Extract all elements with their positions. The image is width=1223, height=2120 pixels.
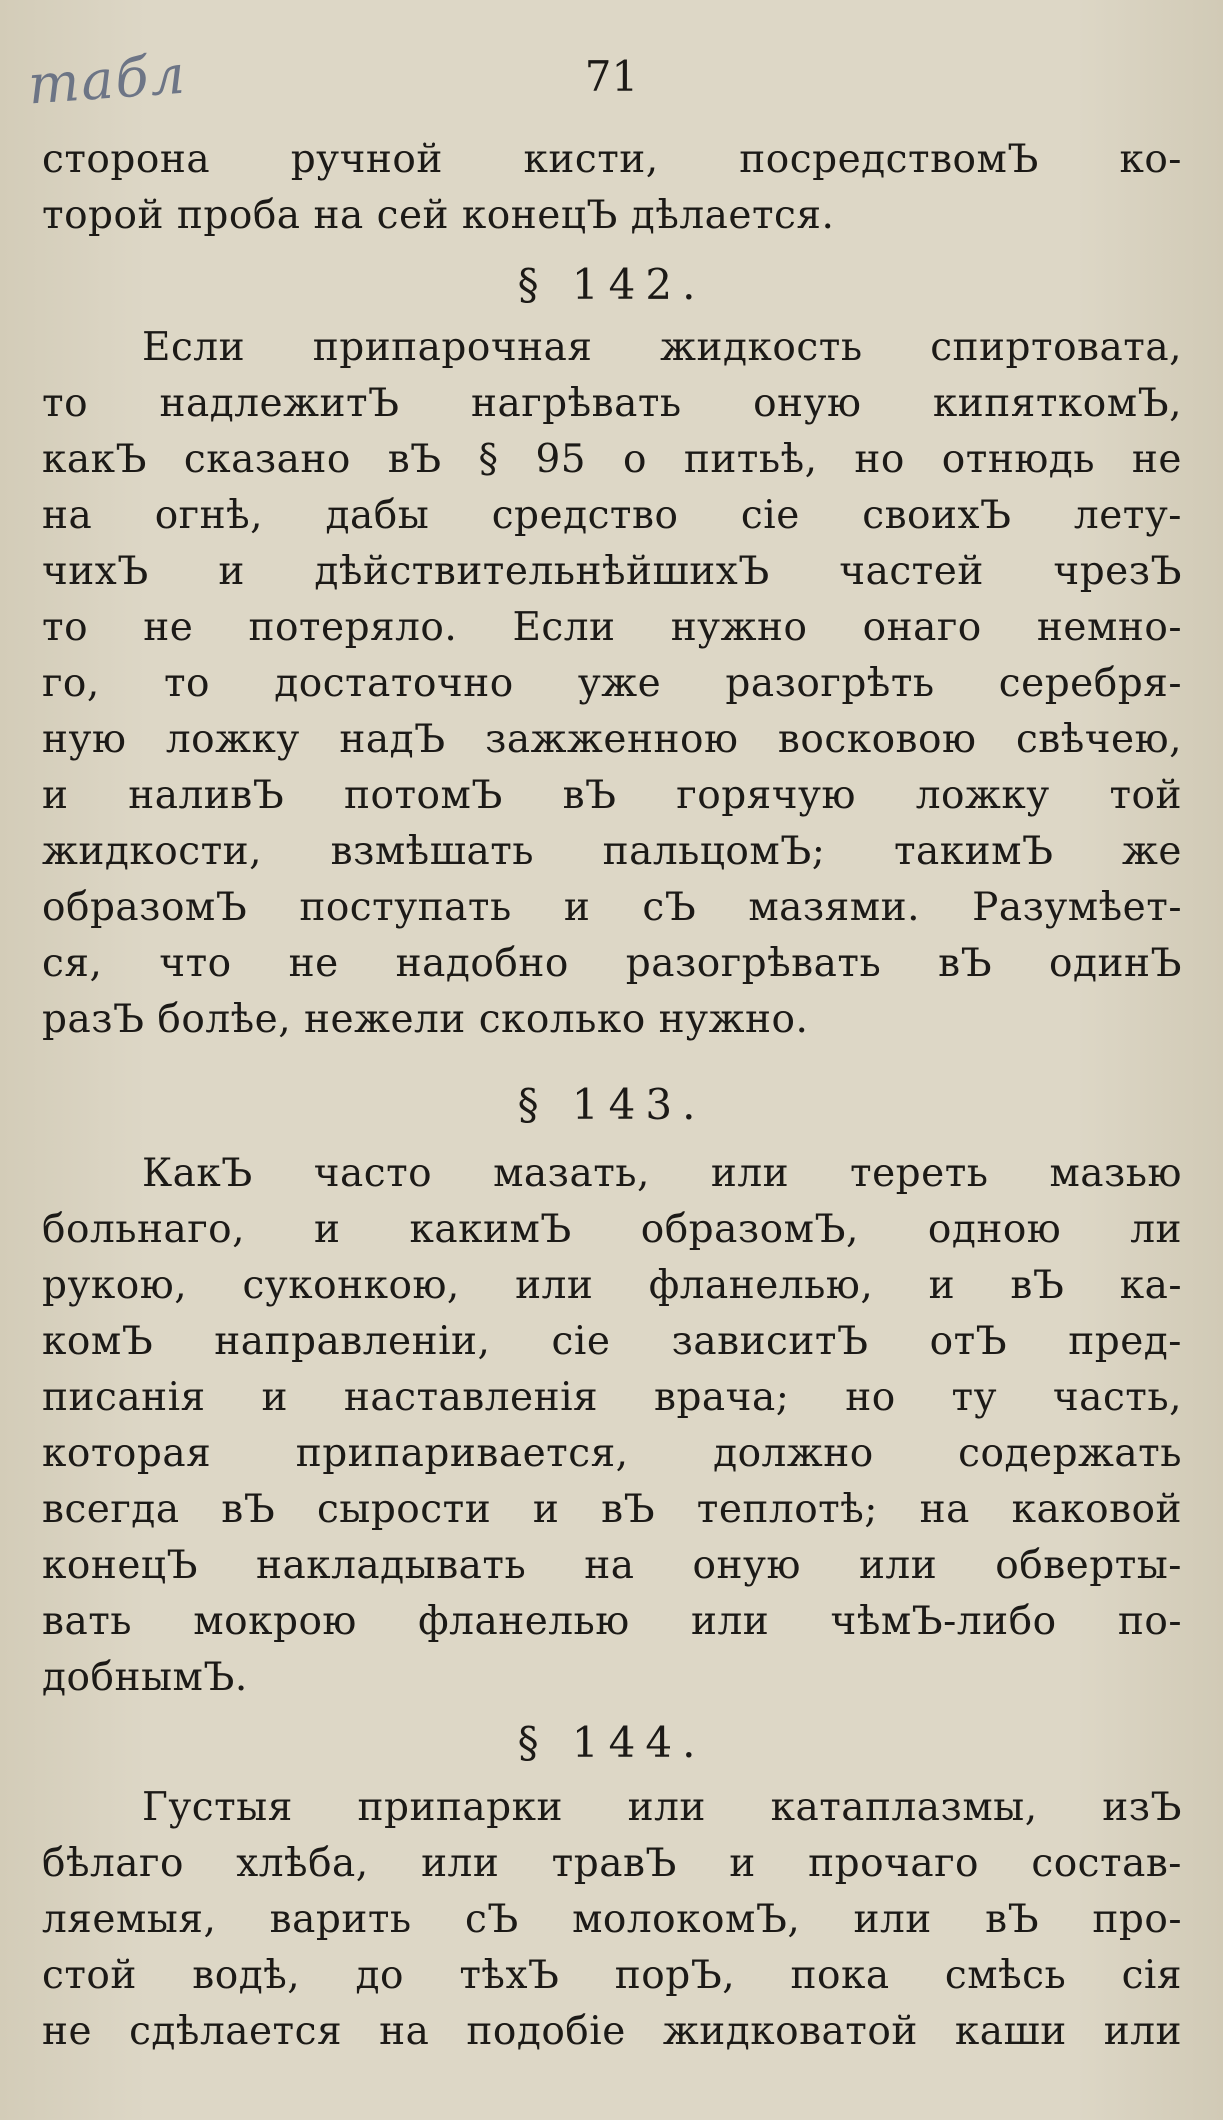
text-line: всегда вЪ сырости и вЪ теплотѣ; на каковой	[42, 1487, 1182, 1532]
text-line: чихЪ и дѣйствительнѣйшихЪ частей чрезЪ	[42, 549, 1182, 594]
text-line: конецЪ накладывать на оную или обверты-	[42, 1543, 1182, 1588]
text-line: образомЪ поступать и сЪ мазями. Разумѣет-	[42, 885, 1182, 930]
section-142-paragraph	[42, 320, 1182, 1048]
section-143-paragraph	[42, 1146, 1182, 1706]
page-number: 71	[584, 52, 639, 101]
text-line: ся, что не надобно разогрѣвать вЪ одинЪ	[42, 941, 1182, 986]
section-144-paragraph	[42, 1780, 1182, 2060]
text-line: разЪ болѣе, нежели сколько нужно.	[42, 997, 809, 1042]
text-line: торой проба на сей конецЪ дѣлается.	[42, 193, 835, 238]
text-line: которая припаривается, должно содержать	[42, 1431, 1182, 1476]
text-line: на огнѣ, дабы средство сіе своихЪ лету-	[42, 493, 1182, 538]
text-line: сторона ручной кисти, посредствомЪ ко-	[42, 137, 1182, 182]
text-line: ляемыя, варить сЪ молокомЪ, или вЪ про-	[42, 1897, 1182, 1942]
text-line: добнымЪ.	[42, 1655, 248, 1700]
text-line: жидкости, взмѣшать пальцомЪ; такимЪ же	[42, 829, 1182, 874]
continuation-paragraph	[42, 132, 1182, 244]
handwritten-annotation: табл	[25, 42, 189, 117]
text-line: то не потеряло. Если нужно онаго немно-	[42, 605, 1182, 650]
text-line: Густыя припарки или катаплазмы, изЪ	[142, 1785, 1182, 1830]
section-heading-144: § 144.	[517, 1718, 706, 1767]
text-line: писанія и наставленія врача; но ту часть,	[42, 1375, 1182, 1420]
text-line: вать мокрою фланелью или чѣмЪ-либо по-	[42, 1599, 1182, 1644]
text-line: не сдѣлается на подобіе жидковатой каши или	[42, 2009, 1182, 2054]
text-line: и наливЪ потомЪ вЪ горячую ложку той	[42, 773, 1182, 818]
section-heading-142: § 142.	[517, 260, 706, 309]
text-line: го, то достаточно уже разогрѣть серебря-	[42, 661, 1182, 706]
text-line: рукою, суконкою, или фланелью, и вЪ ка-	[42, 1263, 1182, 1308]
text-line: комЪ направленіи, сіе зависитЪ отЪ пред-	[42, 1319, 1182, 1364]
text-line: какЪ сказано вЪ § 95 о питьѣ, но отнюдь не	[42, 437, 1182, 482]
text-line: КакЪ часто мазать, или тереть мазью	[142, 1151, 1182, 1196]
text-line: ную ложку надЪ зажженною восковою свѣчею,	[42, 717, 1182, 762]
text-line: стой водѣ, до тѣхЪ порЪ, пока смѣсь сія	[42, 1953, 1182, 1998]
text-line: Если припарочная жидкость спиртовата,	[142, 325, 1182, 370]
section-heading-143: § 143.	[517, 1080, 706, 1129]
text-line: больнаго, и какимЪ образомЪ, одною ли	[42, 1207, 1182, 1252]
text-line: то надлежитЪ нагрѣвать оную кипяткомЪ,	[42, 381, 1182, 426]
text-line: бѣлаго хлѣба, или травЪ и прочаго состав-	[42, 1841, 1182, 1886]
